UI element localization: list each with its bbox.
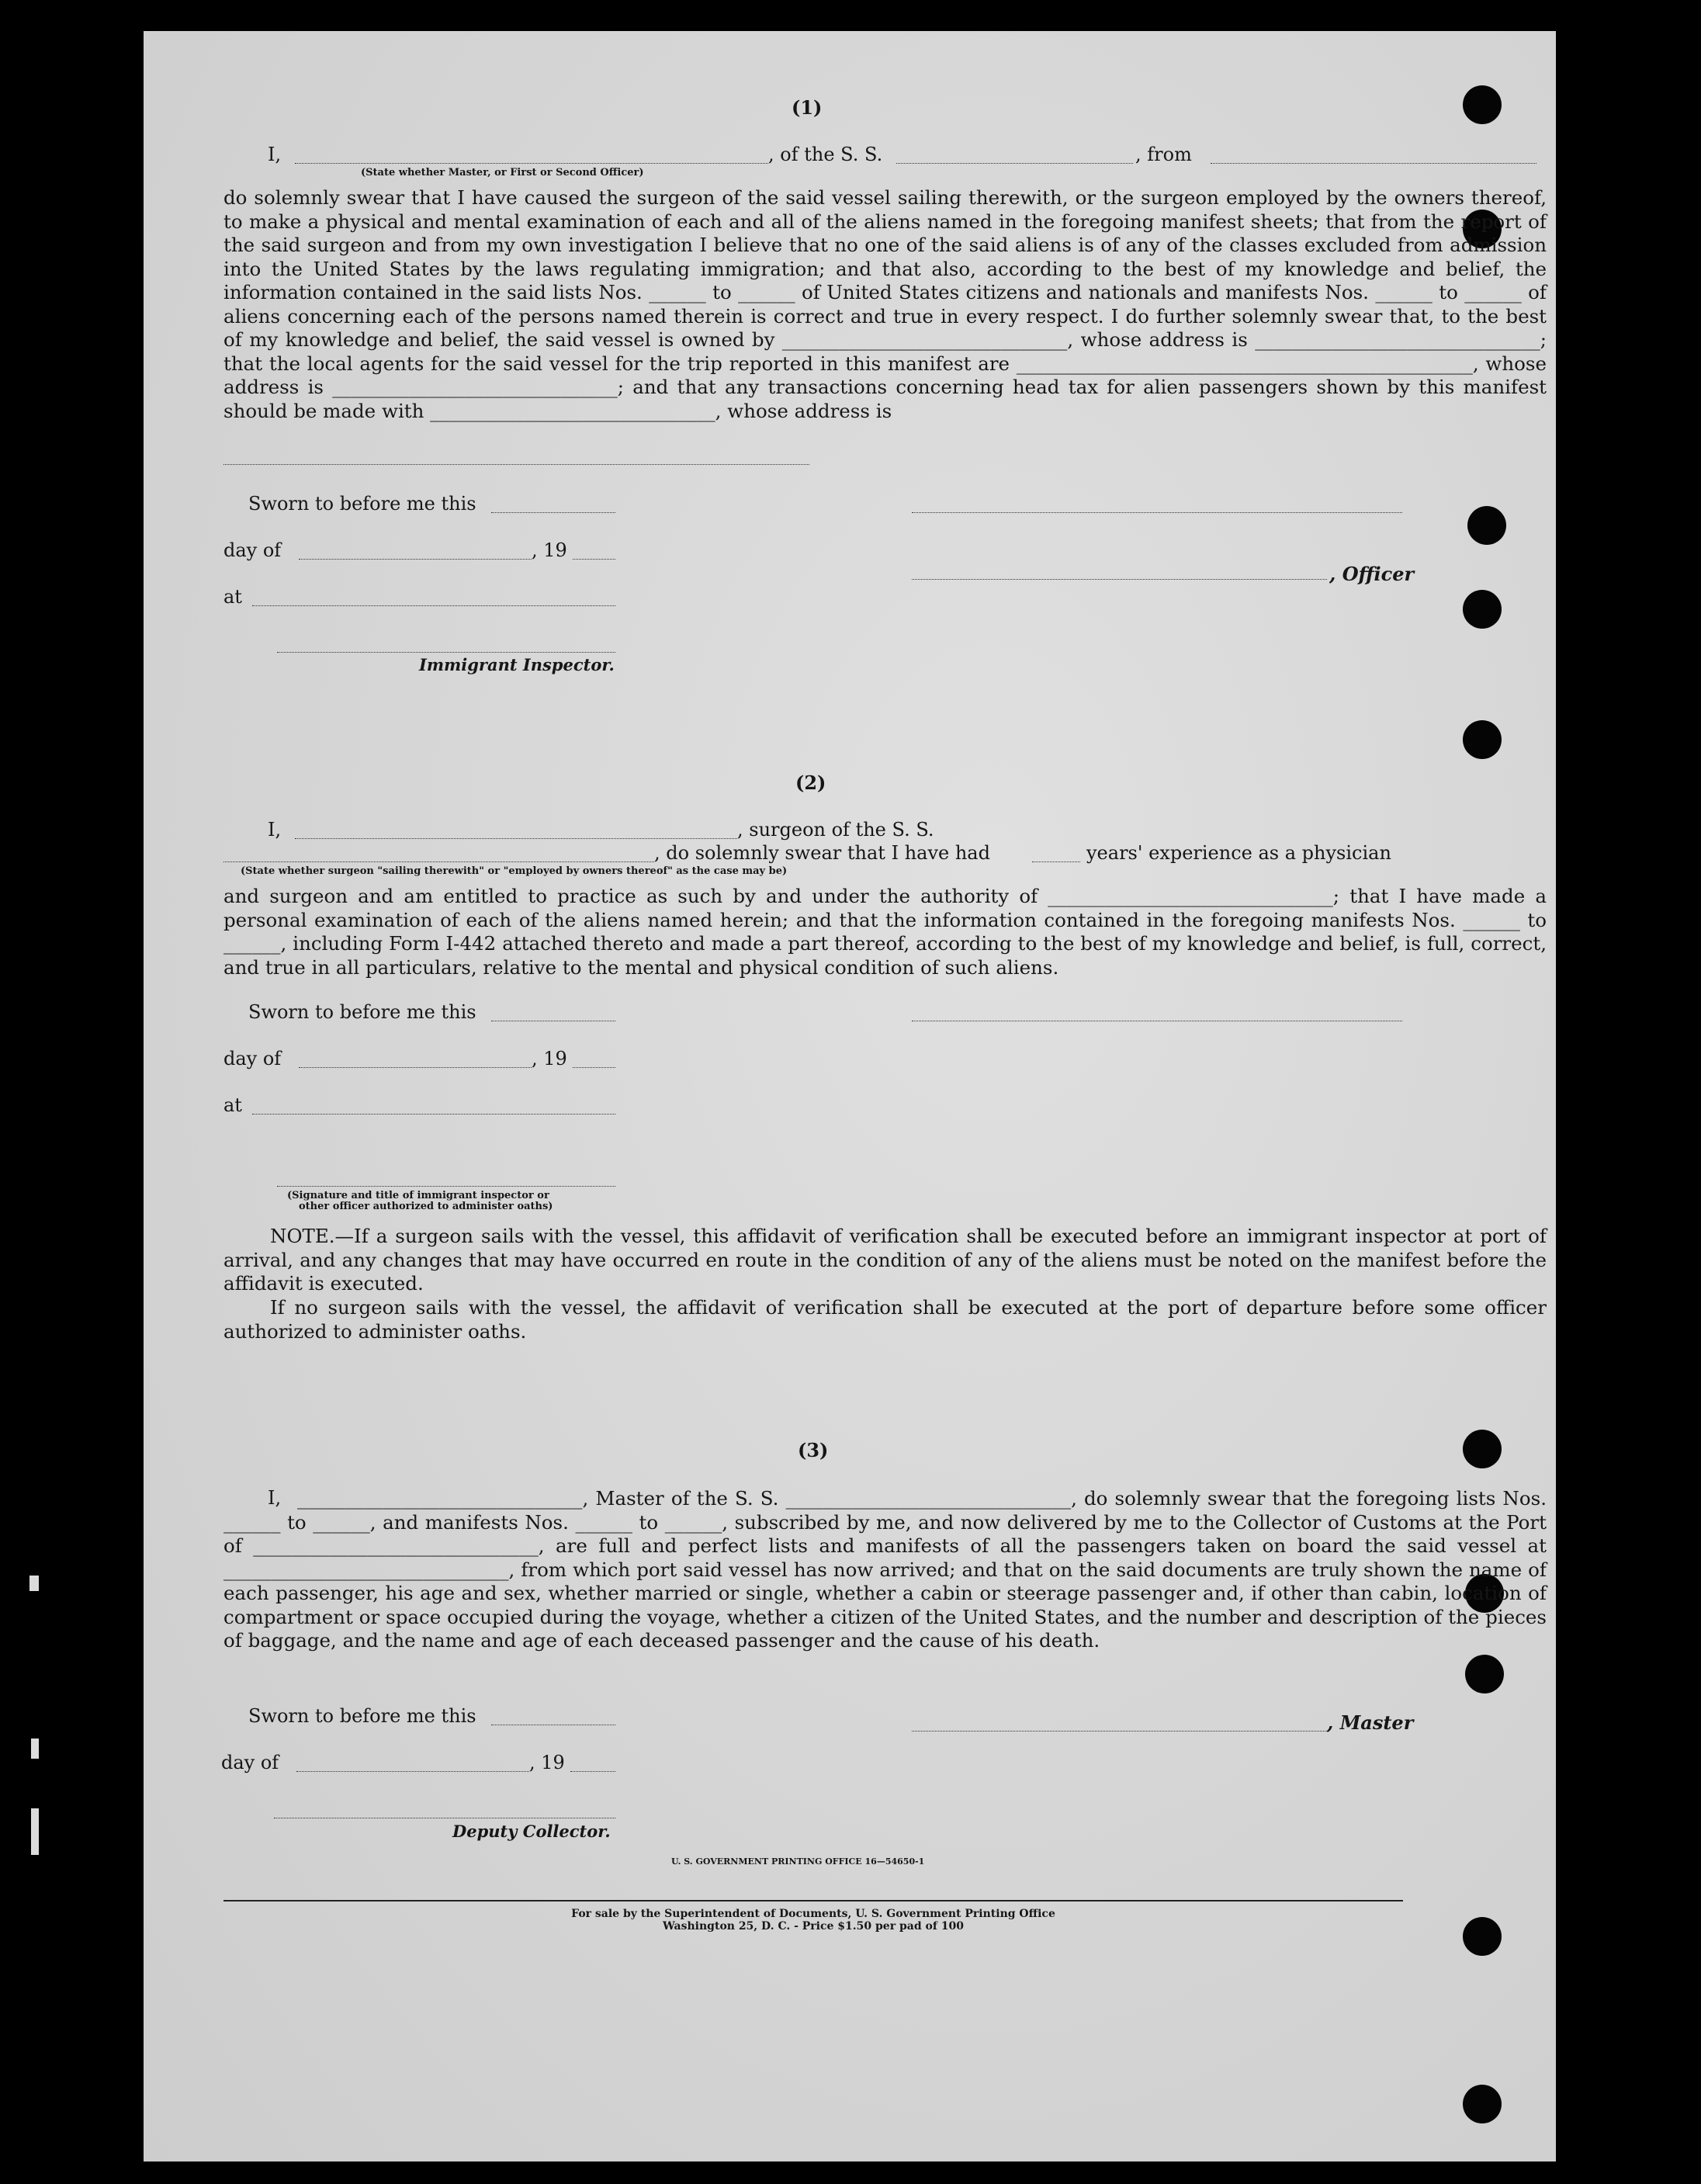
year-line-1 xyxy=(573,559,615,560)
officer-authorized-signature-line xyxy=(277,1186,615,1187)
year-label-3: , 19 xyxy=(529,1752,565,1773)
vessel-name-line xyxy=(896,163,1133,164)
section-2-i-label: I, xyxy=(268,819,282,841)
section-1-oath-text: do solemnly swear that I have caused the surgeon of the said vessel sailing therewith, or the surgeon employed by the owners thereof, to make a physical and mental examination of each and all of the aliens named in the foregoing manifest sheets; that from the report of the said surgeon and from my own investigation I believe that no one of the said aliens is of any of the classes excluded from admission into the United States by the laws regulating immigration; and that also, according to the best of my knowledge and belief, the information contained in the said lists Nos. ______ to ______ of United States citizens and nationals and manifests Nos. ______ to ______ of aliens concerning each of the persons named therein is correct and true in every respect. I do further solemnly swear that, to the best of my knowledge and belief, the said vessel is owned by ______________________________, whose address is ______________________________; that the local agents for the said vessel for the trip reported in this manifest are ________________________________________________, whose address is ______________________________; and that any transactions concerning head tax for alien passengers shown by this manifest should be made with ______________________________, whose address is xyxy=(223,186,1547,422)
section-1-extra-line xyxy=(223,464,809,465)
year-line-3 xyxy=(570,1771,615,1772)
printing-office-code: U. S. GOVERNMENT PRINTING OFFICE 16—54650-1 xyxy=(671,1856,925,1867)
scan-edge-mark xyxy=(31,1739,39,1759)
years-experience-label: years' experience as a physician xyxy=(1086,842,1391,864)
officer-name-line xyxy=(295,163,768,164)
scan-edge-mark xyxy=(31,1808,39,1855)
section-1-number: (1) xyxy=(792,96,823,119)
deputy-collector-label: Deputy Collector. xyxy=(452,1822,611,1841)
footer-line-1: For sale by the Superintendent of Documents, U. S. Government Printing Office xyxy=(571,1908,1055,1920)
from-port-line xyxy=(1211,163,1536,164)
at-line-2 xyxy=(252,1114,615,1115)
master-signature-line xyxy=(912,1731,1327,1732)
of-ss-label: , of the S. S. xyxy=(768,144,883,165)
from-label: , from xyxy=(1135,144,1192,165)
at-label-1: at xyxy=(223,586,242,608)
punch-hole xyxy=(1467,506,1506,545)
surgeon-note: (State whether surgeon "sailing therewith" or "employed by owners thereof" as the case may be) xyxy=(241,865,788,877)
section-2-oath-text: and surgeon and am entitled to practice as such by and under the authority of ______________________________; that I have made a personal examination of each of the aliens named herein; and that the information contained in the foregoing manifests Nos. ______ to ______, including Form I-442 attached thereto and made a part thereof, according to the best of my knowledge and belief, is full, correct, and true in all particulars, relative to the mental and physical condition of such aliens. xyxy=(223,885,1547,979)
punch-hole xyxy=(1463,1917,1502,1956)
punch-hole xyxy=(1463,590,1502,629)
section-3-i-label: I, xyxy=(268,1487,282,1509)
sworn-label-2: Sworn to before me this xyxy=(248,1001,476,1023)
inspector-signature-line xyxy=(277,652,615,653)
footer-line-2: Washington 25, D. C. - Price $1.50 per pad of 100 xyxy=(663,1920,964,1933)
officer-note: (State whether Master, or First or Second Officer) xyxy=(361,167,644,179)
section-3-oath-text: ______________________________, Master of the S. S. ______________________________, do solemnly swear that the foregoing lists Nos. ______ to ______, and manifests Nos. ______ to ______, subscribed by me, and now delivered by me to the Collector of Customs at the Port of ______________________________, are full and perfect lists and manifests of all the passengers taken on board the said vessel at ______________________________, from which port said vessel has now arrived; and that on the said documents are truly shown the name of each passenger, his age and sex, whether married or single, whether a cabin or steerage passenger and, if other than cabin, location of compartment or space occupied during the voyage, whether a citizen of the United States, and the number and description of the pieces of baggage, and the name and age of each deceased passenger and the cause of his death. xyxy=(223,1487,1547,1652)
punch-hole xyxy=(1463,2085,1502,2123)
officer-label: , Officer xyxy=(1329,563,1415,585)
at-line-1 xyxy=(252,605,615,606)
sworn-day-line-1 xyxy=(491,512,615,513)
section-3-number: (3) xyxy=(798,1439,829,1461)
scan-edge-mark xyxy=(29,1576,39,1591)
master-label: , Master xyxy=(1327,1711,1414,1734)
year-label-2: , 19 xyxy=(532,1048,567,1069)
at-label-2: at xyxy=(223,1094,242,1116)
day-of-line-1 xyxy=(299,559,532,560)
signature-note-1: (Signature and title of immigrant inspector or xyxy=(287,1190,549,1201)
footer-rule xyxy=(223,1900,1403,1901)
day-of-label-2: day of xyxy=(223,1048,282,1069)
day-of-line-2 xyxy=(299,1067,532,1068)
punch-hole xyxy=(1463,85,1502,124)
sworn-label-1: Sworn to before me this xyxy=(248,493,476,515)
officer-signature-line xyxy=(912,579,1327,580)
sworn-label-3: Sworn to before me this xyxy=(248,1705,476,1727)
year-label-1: , 19 xyxy=(532,539,567,561)
punch-hole xyxy=(1465,1655,1504,1693)
day-of-line-3 xyxy=(296,1771,529,1772)
surgeon-vessel-line xyxy=(223,861,654,862)
note-paragraph-2: If no surgeon sails with the vessel, the affidavit of verification shall be executed at the port of departure before some officer authorized to administer oaths. xyxy=(223,1296,1547,1343)
form-page xyxy=(144,31,1556,2161)
surgeon-of-label: , surgeon of the S. S. xyxy=(737,819,934,841)
section-1-i-label: I, xyxy=(268,144,282,165)
section-2-number: (2) xyxy=(795,771,826,794)
years-experience-line xyxy=(1032,861,1080,862)
year-line-2 xyxy=(573,1067,615,1068)
officer-signature-line-top xyxy=(912,512,1402,513)
surgeon-swear-label: , do solemnly swear that I have had xyxy=(654,842,990,864)
surgeon-name-line xyxy=(295,838,737,839)
punch-hole xyxy=(1463,1430,1502,1468)
signature-note-2: other officer authorized to administer oaths) xyxy=(299,1201,553,1212)
immigrant-inspector-label: Immigrant Inspector. xyxy=(419,655,615,674)
punch-hole xyxy=(1463,720,1502,759)
note-paragraph-1: NOTE.—If a surgeon sails with the vessel, this affidavit of verification shall be executed before an immigrant inspector at port of arrival, and any changes that may have occurred en route in the condition of any of the aliens must be noted on the manifest before the affidavit is executed. xyxy=(223,1225,1547,1295)
day-of-label-3: day of xyxy=(221,1752,279,1773)
day-of-label-1: day of xyxy=(223,539,282,561)
